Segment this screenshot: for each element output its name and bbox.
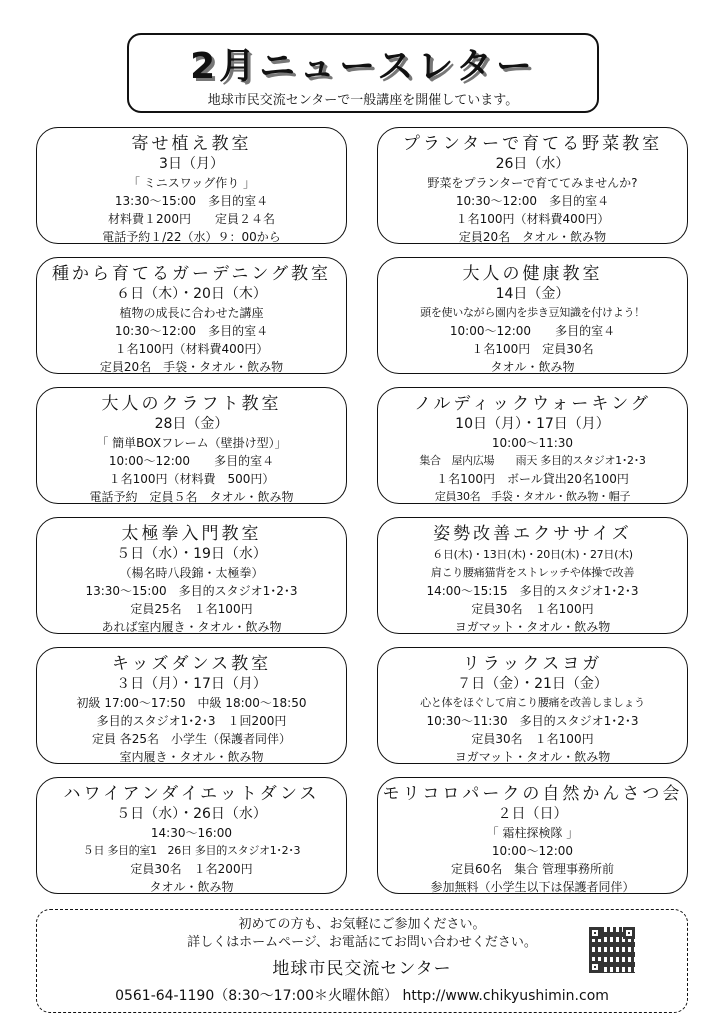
- class-dates: ２日（日）: [497, 806, 568, 822]
- class-detail: １名100円（材料費 500円）: [108, 472, 275, 486]
- class-title: プランターで育てる野菜教室: [402, 134, 663, 154]
- class-card-taichi: [36, 517, 347, 634]
- class-dates: ６日(木)・13日(木)・20日(木)・27日(木): [432, 548, 633, 561]
- class-detail: 定員30名 １名100円: [471, 732, 594, 746]
- class-title: モリコロパークの自然かんさつ会: [382, 784, 683, 804]
- class-title: 大人のクラフト教室: [101, 394, 282, 414]
- class-detail: 野菜をプランターで育ててみませんか?: [427, 176, 638, 190]
- class-detail: 10:00～12:00 多目的室４: [108, 454, 275, 468]
- class-detail: 定員 各25名 小学生（保護者同伴）: [91, 732, 292, 746]
- class-detail: 初級 17:00～17:50 中級 18:00～18:50: [76, 696, 307, 710]
- class-detail: 肩こり腰痛猫背をストレッチや体操で改善: [430, 566, 635, 579]
- class-card-relax-yoga: [377, 647, 688, 764]
- class-detail: 定員25名 １名100円: [130, 602, 253, 616]
- center-name: 地球市民交流センター: [272, 959, 452, 979]
- class-title: キッズダンス教室: [111, 654, 272, 674]
- class-detail: タオル・飲み物: [490, 360, 575, 374]
- class-detail: ５日 多目的室1 26日 多目的スタジオ1･2･3: [82, 844, 301, 857]
- class-detail: 「 簡単BOXフレーム（壁掛け型）」: [96, 436, 287, 450]
- class-detail: 定員30名 １名100円: [471, 602, 594, 616]
- class-card-hawaiian-dance: [36, 777, 347, 894]
- class-dates: ５日（水）・19日（水）: [116, 546, 267, 562]
- class-dates: ３日（月）・17日（月）: [116, 676, 267, 692]
- class-detail: 定員20名 手袋・タオル・飲み物: [99, 360, 284, 374]
- class-detail: 定員60名 集合 管理事務所前: [450, 862, 615, 876]
- class-detail: 10:00～11:30: [491, 436, 574, 450]
- class-card-gardening: [36, 257, 347, 374]
- class-detail: 10:30～12:00 多目的室４: [114, 324, 269, 338]
- page-subtitle: 地球市民交流センターで一般講座を開催しています。: [207, 93, 519, 108]
- class-detail: 13:30～15:00 多目的室４: [114, 194, 269, 208]
- class-dates: ５日（水）・26日（水）: [116, 806, 267, 822]
- class-dates: 10日（月）・17日（月）: [455, 416, 610, 432]
- class-dates: 3日（月）: [159, 156, 224, 172]
- class-card-nordic-walking: [377, 387, 688, 504]
- class-card-kids-dance: [36, 647, 347, 764]
- class-title: ノルディックウォーキング: [414, 394, 651, 414]
- class-card-yoseue: [36, 127, 347, 244]
- class-detail: 集合 屋内広場 雨天 多目的スタジオ1･2･3: [419, 454, 646, 467]
- class-title: 姿勢改善エクササイズ: [433, 524, 632, 544]
- contact-footer: [36, 909, 688, 1013]
- inquiry-text: 詳しくはホームページ、お電話にてお問い合わせください。: [187, 935, 537, 950]
- qr-finder-pattern: [589, 961, 601, 973]
- class-detail: １名100円 定員30名: [471, 342, 594, 356]
- class-detail: 10:30～12:00 多目的室４: [455, 194, 610, 208]
- class-title: 大人の健康教室: [462, 264, 603, 284]
- class-dates: 26日（水）: [495, 156, 570, 172]
- class-detail: 参加無料（小学生以下は保護者同伴）: [430, 880, 635, 894]
- class-title: ハワイアンダイエットダンス: [63, 784, 320, 804]
- class-detail: （楊名時八段錦・太極拳）: [119, 566, 264, 580]
- class-title: リラックスヨガ: [462, 654, 603, 674]
- class-card-adult-craft: [36, 387, 347, 504]
- class-detail: あれば室内履き・タオル・飲み物: [101, 620, 282, 634]
- class-detail: ヨガマット・タオル・飲み物: [454, 620, 611, 634]
- class-detail: 14:30～16:00: [150, 826, 233, 840]
- class-title: 種から育てるガーデニング教室: [52, 264, 331, 284]
- class-card-posture-exercise: [377, 517, 688, 634]
- class-title: 寄せ植え教室: [131, 134, 252, 154]
- class-detail: 頭を使いながら園内を歩き豆知識を付けよう！: [420, 306, 645, 319]
- invitation-text: 初めての方も、お気軽にご参加ください。: [238, 917, 486, 932]
- class-detail: 10:00～12:00: [491, 844, 574, 858]
- class-detail: 電話予約１/22（水）９：00から: [102, 230, 281, 244]
- class-detail: タオル・飲み物: [149, 880, 234, 894]
- class-detail: １名100円 ボール貸出20名100円: [436, 472, 629, 486]
- qr-finder-pattern: [623, 927, 635, 939]
- newsletter-header: [127, 33, 599, 113]
- class-detail: 14:00～15:15 多目的スタジオ1･2･3: [426, 584, 639, 598]
- contact-info: 0561-64-1190（8:30～17:00＊火曜休館） http://www.chikyushimin.com: [115, 988, 609, 1004]
- class-detail: １名100円（材料費400円）: [114, 342, 269, 356]
- class-detail: 植物の成長に合わせた講座: [119, 306, 264, 320]
- class-card-nature-observation: [377, 777, 688, 894]
- class-detail: 室内履き・タオル・飲み物: [119, 750, 264, 764]
- page-title: 2月ニュースレター: [190, 46, 536, 87]
- class-detail: 多目的スタジオ1･2･3 １回200円: [96, 714, 287, 728]
- class-detail: 10:00～12:00 多目的室４: [449, 324, 616, 338]
- class-dates: 28日（金）: [154, 416, 229, 432]
- class-detail: 定員30名 手袋・タオル・飲み物・帽子: [434, 490, 631, 503]
- class-detail: 定員20名 タオル・飲み物: [458, 230, 607, 244]
- class-dates: 14日（金）: [495, 286, 570, 302]
- class-detail: 「 霜柱探検隊 」: [486, 826, 579, 840]
- class-detail: 定員30名 １名200円: [130, 862, 253, 876]
- qr-code-icon[interactable]: [589, 927, 635, 973]
- class-detail: 13:30～15:00 多目的スタジオ1･2･3: [85, 584, 298, 598]
- class-dates: ６日（木）・20日（木）: [116, 286, 267, 302]
- class-detail: 電話予約 定員５名 タオル・飲み物: [89, 490, 294, 504]
- class-detail: 心と体をほぐして肩こり腰痛を改善しましょう: [420, 696, 645, 709]
- class-dates: ７日（金）・21日（金）: [457, 676, 608, 692]
- class-card-planter-vegetables: [377, 127, 688, 244]
- class-detail: ヨガマット・タオル・飲み物: [454, 750, 611, 764]
- class-card-adult-health: [377, 257, 688, 374]
- class-detail: 10:30～11:30 多目的スタジオ1･2･3: [426, 714, 639, 728]
- class-title: 太極拳入門教室: [121, 524, 262, 544]
- class-detail: 材料費１200円 定員２４名: [108, 212, 275, 226]
- class-detail: 「 ミニスワッグ作り 」: [127, 176, 256, 190]
- class-detail: １名100円（材料費400円）: [455, 212, 610, 226]
- qr-finder-pattern: [589, 927, 601, 939]
